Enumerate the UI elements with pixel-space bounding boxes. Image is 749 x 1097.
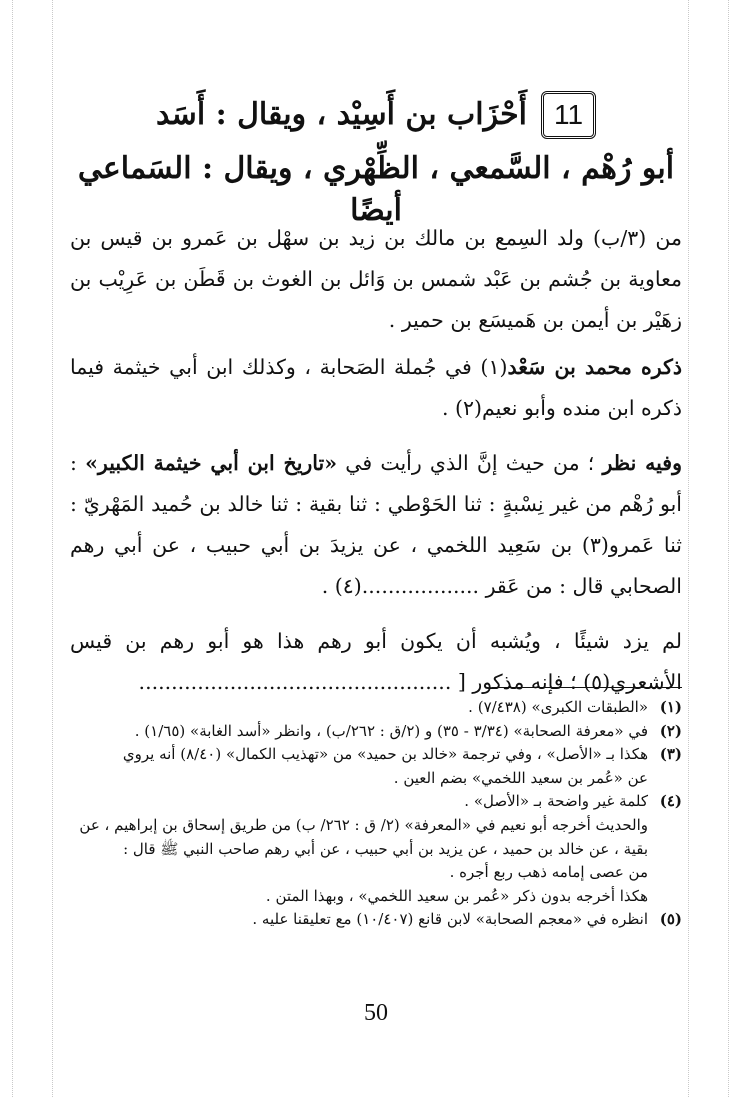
footnote-2 — [70, 720, 682, 744]
bold-phrase: وفيه نظر — [602, 451, 682, 475]
entry-title: أَحْزَاب بن أَسِيْد ، ويقال : أَسَد — [155, 97, 527, 132]
footnote-number: (٤) — [659, 792, 682, 811]
paragraph-objection — [70, 443, 682, 607]
footnote-number: (٣) — [659, 745, 682, 764]
main-text — [70, 218, 682, 717]
footnote-line: بقية ، عن خالد بن حميد ، عن يزيد بن أبي حبيب ، عن أبي رهم صاحب النبي ﷺ قال : — [123, 839, 648, 858]
footnote-number: (٥) — [659, 910, 682, 929]
paragraph-text: (١) في جُملة الصَحابة ، وكذلك ابن أبي خيثمة فيما ذكره ابن منده وأبو نعيم(٢) . — [70, 355, 682, 420]
page-number: 50 — [364, 1000, 388, 1026]
entry-heading — [106, 88, 646, 142]
footnote-line: كلمة غير واضحة بـ «الأصل» . — [464, 792, 648, 811]
footnote-line: من عصى إمامه ذهب ربع أجره . — [449, 863, 648, 882]
footnotes — [70, 696, 682, 932]
footnote-line: في «معرفة الصحابة» (٣/٣٤ - ٣٥) و (٢/ق : ٢٦٢/ب) ، وانظر «أسد الغابة» (١/٦٥) . — [134, 721, 648, 740]
footnote-line: والحديث أخرجه أبو نعيم في «المعرفة» (٢/ ق : ٢٦٢/ ب) من طريق إسحاق بن إبراهيم ، عن — [79, 815, 648, 834]
paragraph-lineage: من (٣/ب) ولد السِمع بن مالك بن زيد بن سهْل بن عَمرو بن قيس بن معاوية بن جُشم بن عَبْد شمس بن وَائل بن الغوث بن قَطَن بن عَرِيْب بن زهَيْر بن أيمن بن هَميسَع بن حمير . — [70, 226, 682, 332]
footnote-line: انظره في «معجم الصحابة» لابن قانع (١٠/٤٠٧) مع تعليقنا عليه . — [252, 910, 648, 929]
margin-guide-line — [728, 0, 729, 1097]
margin-guide-line — [52, 0, 53, 1097]
margin-guide-line — [12, 0, 13, 1097]
paragraph-text: : أبو رُهْم من غير نِسْبةٍ : ثنا الحَوْطي : ثنا بقية : ثنا خالد بن حُميد المَهْريّ : ثنا عَمرو(٣) بن سَعِيد اللخمي ، عن يزيدَ بن أبي حبيب ، عن أبي رهم الصحابي قال : من عَقر ..................(٤) . — [70, 451, 683, 598]
bold-phrase: ذكره محمد بن سَعْد — [507, 355, 682, 379]
paragraph-text: ؛ من حيث إنَّ الذي رأيت في — [337, 451, 603, 475]
footnote-line: هكذا بـ «الأصل» ، وفي ترجمة «خالد بن حميد» من «تهذيب الكمال» (٨/٤٠) أنه يروي — [122, 745, 648, 764]
footnote-line: عن «عُمر بن سعيد اللخمي» بضم العين . — [393, 768, 648, 787]
footnote-number: (١) — [659, 698, 682, 716]
footnote-5 — [70, 908, 682, 932]
entry-subtitle: أبو رُهْم ، السَّمعي ، الظِّهْري ، ويقال : السَماعي أيضًا — [77, 151, 675, 228]
footnote-4 — [70, 790, 682, 908]
paragraph-ibn-saad — [70, 347, 682, 429]
footnote-number: (٢) — [659, 721, 682, 740]
footnote-line: «الطبقات الكبرى» (٧/٤٣٨) . — [468, 698, 648, 716]
book-title: «تاريخ ابن أبي خيثمة الكبير» — [85, 451, 338, 475]
footnote-line: هكذا أخرجه بدون ذكر «عُمر بن سعيد اللخمي» ، وبهذا المتن . — [265, 886, 648, 905]
footnote-separator — [492, 687, 682, 688]
paragraph-conclusion: لم يزد شيئًا ، ويُشبه أن يكون أبو رهم هذا هو أبو رهم بن قيس الأشعري(٥) ؛ فإنه مذكور [ ................................................ — [70, 629, 682, 694]
footnote-1 — [70, 696, 682, 720]
margin-guide-line — [688, 0, 689, 1097]
entry-number-box: 11 — [541, 91, 596, 139]
footnote-3 — [70, 743, 682, 790]
